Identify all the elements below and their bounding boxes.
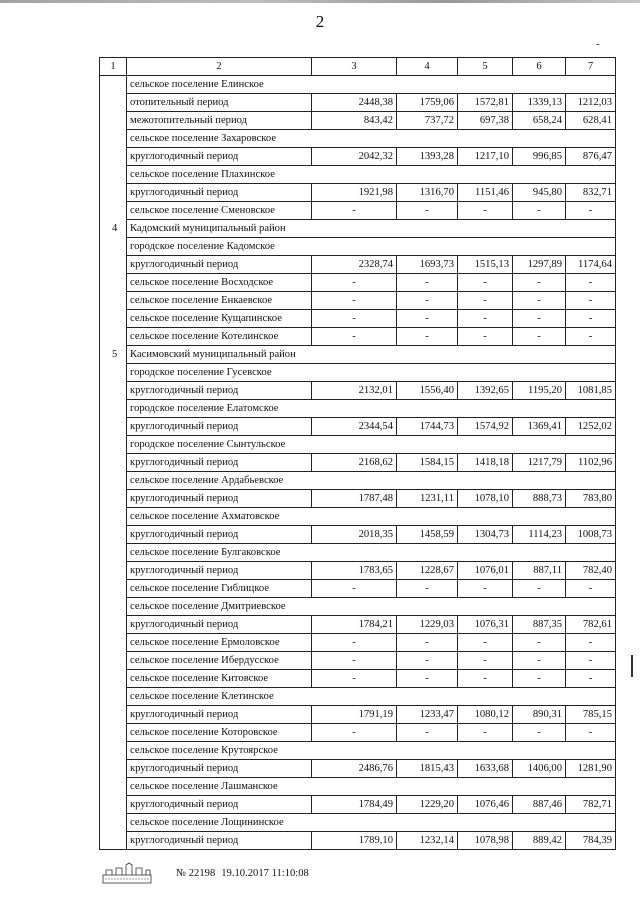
value-cell: 1232,14 <box>397 832 458 850</box>
row-name-cell: круглогодичный период <box>127 796 312 814</box>
value-cell: - <box>566 724 616 742</box>
value-cell: 1281,90 <box>566 760 616 778</box>
document-number: № 22198 <box>176 867 216 879</box>
value-cell: 996,85 <box>513 148 566 166</box>
value-cell: - <box>312 580 397 598</box>
value-cell: - <box>312 634 397 652</box>
value-cell: 2486,76 <box>312 760 397 778</box>
value-cell: 1229,03 <box>397 616 458 634</box>
value-cell: 658,24 <box>513 112 566 130</box>
corner-mark: - <box>596 38 600 50</box>
table-row <box>100 274 616 292</box>
scan-top-edge <box>0 0 640 3</box>
row-number-cell <box>100 796 127 814</box>
row-name-cell: городское поселение Сынтульское <box>127 436 616 454</box>
row-name-cell: сельское поселение Ермоловское <box>127 634 312 652</box>
table-row <box>100 634 616 652</box>
value-cell: - <box>513 652 566 670</box>
value-cell: 628,41 <box>566 112 616 130</box>
row-name-cell: сельское поселение Дмитриевское <box>127 598 616 616</box>
value-cell: - <box>458 202 513 220</box>
value-cell: 1078,98 <box>458 832 513 850</box>
row-number-cell <box>100 76 127 94</box>
table-title-row <box>100 508 616 526</box>
value-cell: 843,42 <box>312 112 397 130</box>
value-cell: 1418,18 <box>458 454 513 472</box>
value-cell: - <box>566 580 616 598</box>
row-number-cell <box>100 742 127 760</box>
table-row <box>100 112 616 130</box>
value-cell: 890,31 <box>513 706 566 724</box>
row-name-cell: Кадомский муниципальный район <box>127 220 616 238</box>
value-cell: 2042,32 <box>312 148 397 166</box>
value-cell: 1789,10 <box>312 832 397 850</box>
document-timestamp: 19.10.2017 11:10:08 <box>221 867 309 879</box>
value-cell: - <box>458 670 513 688</box>
value-cell: 887,11 <box>513 562 566 580</box>
row-number-cell <box>100 310 127 328</box>
value-cell: 1008,73 <box>566 526 616 544</box>
value-cell: 782,71 <box>566 796 616 814</box>
table-row <box>100 652 616 670</box>
row-number-cell <box>100 472 127 490</box>
value-cell: 2448,38 <box>312 94 397 112</box>
value-cell: - <box>566 634 616 652</box>
row-number-cell <box>100 292 127 310</box>
table-row <box>100 256 616 274</box>
table-row <box>100 580 616 598</box>
value-cell: 1759,06 <box>397 94 458 112</box>
row-name-cell: сельское поселение Елинское <box>127 76 616 94</box>
header-cell: 5 <box>458 58 513 76</box>
value-cell: 2132,01 <box>312 382 397 400</box>
value-cell: 1076,01 <box>458 562 513 580</box>
value-cell: - <box>566 202 616 220</box>
row-number-cell <box>100 256 127 274</box>
value-cell: 1339,13 <box>513 94 566 112</box>
table-title-row <box>100 220 616 238</box>
row-name-cell: круглогодичный период <box>127 148 312 166</box>
value-cell: - <box>312 292 397 310</box>
value-cell: 1217,10 <box>458 148 513 166</box>
row-number-cell <box>100 508 127 526</box>
table-row <box>100 292 616 310</box>
value-cell: - <box>458 310 513 328</box>
header-cell: 6 <box>513 58 566 76</box>
table-title-row <box>100 598 616 616</box>
table-title-row <box>100 472 616 490</box>
row-number-cell <box>100 814 127 832</box>
table-row <box>100 148 616 166</box>
table-title-row <box>100 346 616 364</box>
table-row <box>100 382 616 400</box>
row-number-cell <box>100 130 127 148</box>
row-number-cell <box>100 274 127 292</box>
value-cell: 1458,59 <box>397 526 458 544</box>
row-number-cell <box>100 616 127 634</box>
table-title-row <box>100 166 616 184</box>
table-row <box>100 454 616 472</box>
value-cell: 1217,79 <box>513 454 566 472</box>
row-name-cell: городское поселение Гусевское <box>127 364 616 382</box>
row-name-cell: сельское поселение Ардабьевское <box>127 472 616 490</box>
row-name-cell: сельское поселение Ибердусское <box>127 652 312 670</box>
table-title-row <box>100 364 616 382</box>
value-cell: 1572,81 <box>458 94 513 112</box>
value-cell: 1784,21 <box>312 616 397 634</box>
row-number-cell <box>100 328 127 346</box>
row-name-cell: круглогодичный период <box>127 616 312 634</box>
row-name-cell: круглогодичный период <box>127 382 312 400</box>
table-row <box>100 418 616 436</box>
value-cell: - <box>566 274 616 292</box>
header-cell: 4 <box>397 58 458 76</box>
value-cell: - <box>397 202 458 220</box>
row-number-cell <box>100 202 127 220</box>
row-number-cell <box>100 562 127 580</box>
value-cell: 737,72 <box>397 112 458 130</box>
value-cell: 1316,70 <box>397 184 458 202</box>
row-name-cell: сельское поселение Восходское <box>127 274 312 292</box>
row-number-cell <box>100 166 127 184</box>
value-cell: 1252,02 <box>566 418 616 436</box>
value-cell: 1392,65 <box>458 382 513 400</box>
value-cell: 1229,20 <box>397 796 458 814</box>
value-cell: 1304,73 <box>458 526 513 544</box>
row-number-cell <box>100 418 127 436</box>
value-cell: - <box>397 670 458 688</box>
row-number-cell: 5 <box>100 346 127 364</box>
value-cell: - <box>397 580 458 598</box>
row-number-cell <box>100 652 127 670</box>
value-cell: 1076,31 <box>458 616 513 634</box>
row-number-cell <box>100 544 127 562</box>
table-title-row <box>100 778 616 796</box>
row-number-cell <box>100 526 127 544</box>
row-number-cell <box>100 238 127 256</box>
table-title-row <box>100 130 616 148</box>
value-cell: 832,71 <box>566 184 616 202</box>
table-title-row <box>100 400 616 418</box>
row-number-cell <box>100 436 127 454</box>
value-cell: 2344,54 <box>312 418 397 436</box>
row-name-cell: межотопительный период <box>127 112 312 130</box>
row-name-cell: круглогодичный период <box>127 454 312 472</box>
value-cell: 1783,65 <box>312 562 397 580</box>
value-cell: 876,47 <box>566 148 616 166</box>
row-number-cell <box>100 778 127 796</box>
value-cell: 1233,47 <box>397 706 458 724</box>
row-number-cell <box>100 490 127 508</box>
value-cell: 1228,67 <box>397 562 458 580</box>
row-name-cell: сельское поселение Котелинское <box>127 328 312 346</box>
table-title-row <box>100 544 616 562</box>
value-cell: 889,42 <box>513 832 566 850</box>
value-cell: 945,80 <box>513 184 566 202</box>
value-cell: - <box>397 652 458 670</box>
table-row <box>100 670 616 688</box>
value-cell: - <box>312 724 397 742</box>
value-cell: 1921,98 <box>312 184 397 202</box>
row-name-cell: круглогодичный период <box>127 760 312 778</box>
value-cell: - <box>513 634 566 652</box>
value-cell: 1815,43 <box>397 760 458 778</box>
row-name-cell: сельское поселение Китовское <box>127 670 312 688</box>
value-cell: - <box>513 292 566 310</box>
row-number-cell <box>100 724 127 742</box>
row-name-cell: сельское поселение Которовское <box>127 724 312 742</box>
value-cell: - <box>513 202 566 220</box>
row-number-cell <box>100 580 127 598</box>
table-row <box>100 562 616 580</box>
row-name-cell: круглогодичный период <box>127 490 312 508</box>
value-cell: - <box>458 328 513 346</box>
row-name-cell: круглогодичный период <box>127 184 312 202</box>
row-name-cell: сельское поселение Лощининское <box>127 814 616 832</box>
value-cell: 1406,00 <box>513 760 566 778</box>
value-cell: 785,15 <box>566 706 616 724</box>
row-number-cell <box>100 454 127 472</box>
table-row <box>100 94 616 112</box>
table-row <box>100 706 616 724</box>
value-cell: 1791,19 <box>312 706 397 724</box>
value-cell: - <box>513 328 566 346</box>
value-cell: 888,73 <box>513 490 566 508</box>
row-name-cell: сельское поселение Захаровское <box>127 130 616 148</box>
row-number-cell <box>100 634 127 652</box>
value-cell: - <box>312 202 397 220</box>
value-cell: 1744,73 <box>397 418 458 436</box>
row-number-cell <box>100 184 127 202</box>
scan-edge-mark <box>631 655 633 677</box>
value-cell: 1369,41 <box>513 418 566 436</box>
value-cell: 1114,23 <box>513 526 566 544</box>
table-body <box>100 58 616 850</box>
value-cell: - <box>513 724 566 742</box>
page-number: 2 <box>315 12 325 31</box>
table-header-row <box>100 58 616 76</box>
table-row <box>100 184 616 202</box>
row-number-cell <box>100 688 127 706</box>
row-number-cell <box>100 598 127 616</box>
row-name-cell: сельское поселение Булгаковское <box>127 544 616 562</box>
row-number-cell <box>100 760 127 778</box>
value-cell: - <box>513 580 566 598</box>
row-number-cell <box>100 382 127 400</box>
table-title-row <box>100 814 616 832</box>
value-cell: 784,39 <box>566 832 616 850</box>
value-cell: - <box>397 292 458 310</box>
value-cell: 1584,15 <box>397 454 458 472</box>
value-cell: - <box>312 274 397 292</box>
header-cell: 2 <box>127 58 312 76</box>
table-row <box>100 310 616 328</box>
value-cell: 887,46 <box>513 796 566 814</box>
row-name-cell: круглогодичный период <box>127 706 312 724</box>
value-cell: 2168,62 <box>312 454 397 472</box>
value-cell: 1195,20 <box>513 382 566 400</box>
table-row <box>100 616 616 634</box>
row-name-cell: круглогодичный период <box>127 562 312 580</box>
value-cell: 783,80 <box>566 490 616 508</box>
table-row <box>100 490 616 508</box>
row-number-cell <box>100 112 127 130</box>
row-name-cell: сельское поселение Енкаевское <box>127 292 312 310</box>
value-cell: - <box>566 670 616 688</box>
value-cell: 1297,89 <box>513 256 566 274</box>
row-name-cell: круглогодичный период <box>127 526 312 544</box>
table-row <box>100 202 616 220</box>
value-cell: - <box>397 328 458 346</box>
value-cell: - <box>397 634 458 652</box>
document-footer <box>102 862 309 884</box>
table-row <box>100 328 616 346</box>
tariff-table <box>99 57 616 850</box>
value-cell: - <box>397 310 458 328</box>
table-title-row <box>100 238 616 256</box>
header-cell: 3 <box>312 58 397 76</box>
value-cell: 1151,46 <box>458 184 513 202</box>
value-cell: - <box>397 724 458 742</box>
value-cell: - <box>566 328 616 346</box>
value-cell: - <box>312 670 397 688</box>
value-cell: - <box>458 274 513 292</box>
row-number-cell <box>100 706 127 724</box>
row-name-cell: сельское поселение Крутоярское <box>127 742 616 760</box>
row-name-cell: сельское поселение Клетинское <box>127 688 616 706</box>
value-cell: 1231,11 <box>397 490 458 508</box>
table-title-row <box>100 688 616 706</box>
row-name-cell: отопительный период <box>127 94 312 112</box>
value-cell: - <box>458 580 513 598</box>
row-number-cell <box>100 364 127 382</box>
value-cell: 1787,48 <box>312 490 397 508</box>
value-cell: 782,40 <box>566 562 616 580</box>
row-number-cell <box>100 148 127 166</box>
value-cell: 697,38 <box>458 112 513 130</box>
row-name-cell: круглогодичный период <box>127 256 312 274</box>
row-name-cell: сельское поселение Сменовское <box>127 202 312 220</box>
value-cell: 2328,74 <box>312 256 397 274</box>
value-cell: 1078,10 <box>458 490 513 508</box>
value-cell: 1784,49 <box>312 796 397 814</box>
row-name-cell: сельское поселение Лашманское <box>127 778 616 796</box>
value-cell: - <box>566 652 616 670</box>
row-name-cell: круглогодичный период <box>127 418 312 436</box>
value-cell: - <box>513 310 566 328</box>
value-cell: - <box>458 724 513 742</box>
row-name-cell: сельское поселение Ахматовское <box>127 508 616 526</box>
value-cell: 1080,12 <box>458 706 513 724</box>
value-cell: 1081,85 <box>566 382 616 400</box>
value-cell: 782,61 <box>566 616 616 634</box>
value-cell: 1174,64 <box>566 256 616 274</box>
row-name-cell: городское поселение Кадомское <box>127 238 616 256</box>
value-cell: - <box>566 310 616 328</box>
electronic-signature-stamp-icon <box>102 862 152 884</box>
row-name-cell: сельское поселение Гиблицкое <box>127 580 312 598</box>
row-name-cell: Касимовский муниципальный район <box>127 346 616 364</box>
value-cell: 1212,03 <box>566 94 616 112</box>
table-row <box>100 724 616 742</box>
value-cell: 1393,28 <box>397 148 458 166</box>
table-row <box>100 832 616 850</box>
row-number-cell <box>100 832 127 850</box>
table-row <box>100 526 616 544</box>
header-cell: 7 <box>566 58 616 76</box>
value-cell: 1633,68 <box>458 760 513 778</box>
row-name-cell: сельское поселение Кущапинское <box>127 310 312 328</box>
row-number-cell <box>100 94 127 112</box>
row-name-cell: городское поселение Елатомское <box>127 400 616 418</box>
value-cell: 1556,40 <box>397 382 458 400</box>
table-title-row <box>100 742 616 760</box>
value-cell: - <box>458 634 513 652</box>
value-cell: 2018,35 <box>312 526 397 544</box>
table-row <box>100 760 616 778</box>
row-number-cell <box>100 400 127 418</box>
value-cell: 1102,96 <box>566 454 616 472</box>
row-name-cell: сельское поселение Плахинское <box>127 166 616 184</box>
value-cell: 887,35 <box>513 616 566 634</box>
value-cell: - <box>458 292 513 310</box>
value-cell: 1515,13 <box>458 256 513 274</box>
row-name-cell: круглогодичный период <box>127 832 312 850</box>
row-number-cell: 4 <box>100 220 127 238</box>
header-cell: 1 <box>100 58 127 76</box>
table-title-row <box>100 76 616 94</box>
value-cell: - <box>458 652 513 670</box>
value-cell: - <box>312 328 397 346</box>
value-cell: - <box>513 670 566 688</box>
value-cell: 1076,46 <box>458 796 513 814</box>
value-cell: 1693,73 <box>397 256 458 274</box>
value-cell: - <box>312 310 397 328</box>
table-row <box>100 796 616 814</box>
value-cell: - <box>397 274 458 292</box>
value-cell: - <box>513 274 566 292</box>
value-cell: - <box>566 292 616 310</box>
table-title-row <box>100 436 616 454</box>
value-cell: 1574,92 <box>458 418 513 436</box>
row-number-cell <box>100 670 127 688</box>
value-cell: - <box>312 652 397 670</box>
